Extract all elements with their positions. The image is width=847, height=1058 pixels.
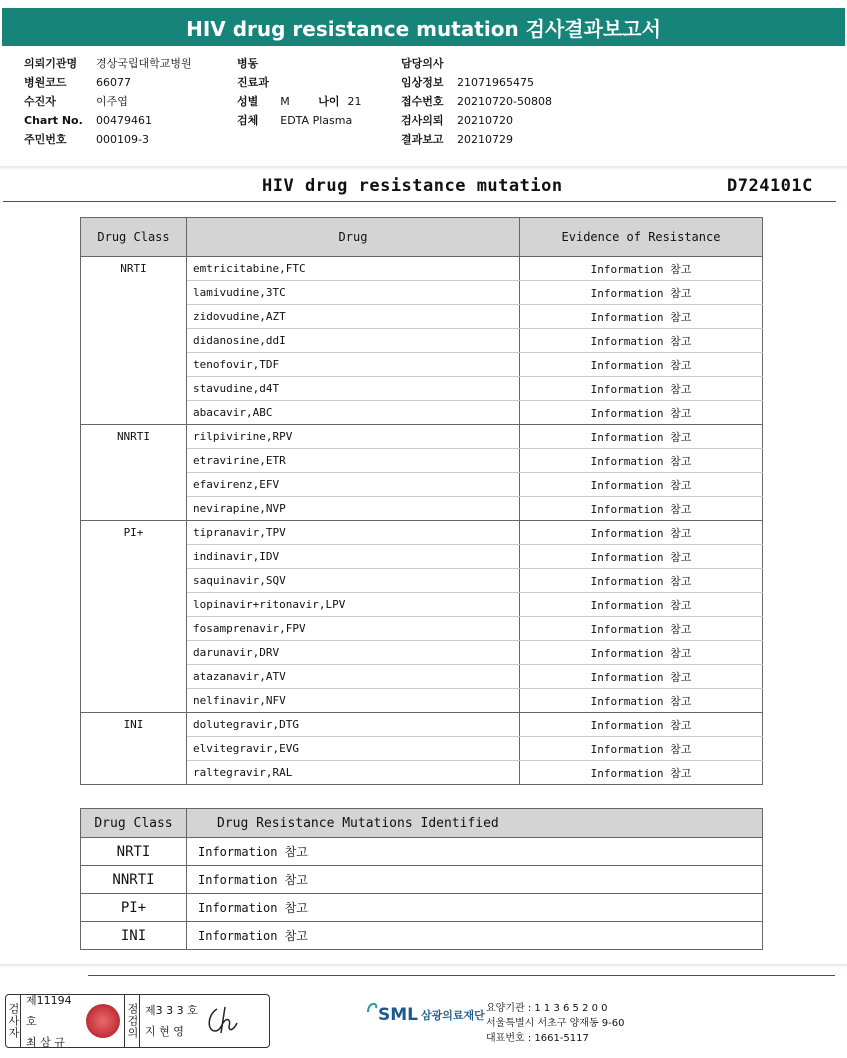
drug-cell: etravirine,ETR (187, 449, 520, 473)
drug-class-cell: NNRTI (81, 425, 187, 521)
evidence-cell: Information 참고 (520, 497, 763, 521)
col-header-drug-class-2: Drug Class (81, 809, 187, 838)
reviewer-signature-icon (203, 1001, 243, 1041)
col-header-mutations: Drug Resistance Mutations Identified (187, 809, 763, 838)
reviewer-label (124, 995, 140, 1047)
drug-resistance-table (80, 217, 763, 785)
patient-info-col3 (401, 54, 552, 149)
org-phone: 대표번호 : 1661-5117 (486, 1033, 589, 1044)
drug-cell: stavudine,d4T (187, 377, 520, 401)
tester-label (6, 995, 21, 1047)
section-title: HIV drug resistance mutation (262, 176, 563, 196)
evidence-cell: Information 참고 (520, 761, 763, 785)
evidence-cell: Information 참고 (520, 281, 763, 305)
info-value: 21071965475 (457, 76, 534, 89)
drug-cell: fosamprenavir,FPV (187, 617, 520, 641)
info-label: 검사의뢰 (401, 114, 444, 127)
drug-cell: atazanavir,ATV (187, 665, 520, 689)
reviewer-name: 지 현 영 (145, 1025, 184, 1038)
mutation-cell: Information 참고 (187, 922, 763, 950)
drug-cell: darunavir,DRV (187, 641, 520, 665)
mutation-cell: Information 참고 (187, 838, 763, 866)
table-row (81, 257, 763, 281)
info-label: 결과보고 (401, 133, 444, 146)
section-code: D724101C (727, 176, 813, 196)
evidence-cell: Information 참고 (520, 305, 763, 329)
evidence-cell: Information 참고 (520, 377, 763, 401)
tester-seal-icon (86, 1004, 120, 1038)
table-row (81, 713, 763, 737)
patient-info-col2 (237, 54, 362, 130)
info-value: 00479461 (96, 114, 152, 127)
col-header-drug: Drug (187, 218, 520, 257)
drug-class-cell: INI (81, 713, 187, 785)
report-title-banner (2, 8, 845, 46)
tester-name: 최 삼 규 (26, 1035, 65, 1049)
org-logo-block (366, 1000, 485, 1030)
evidence-cell: Information 참고 (520, 689, 763, 713)
org-info (486, 1001, 625, 1046)
evidence-cell: Information 참고 (520, 545, 763, 569)
signature-box (5, 994, 270, 1048)
drug-cell: efavirenz,EFV (187, 473, 520, 497)
info-row (24, 92, 192, 111)
drug-cell: elvitegravir,EVG (187, 737, 520, 761)
drug-cell: tipranavir,TPV (187, 521, 520, 545)
info-label: Chart No. (24, 114, 83, 127)
age-label: 나이 (318, 95, 340, 108)
drug-cell: emtricitabine,FTC (187, 257, 520, 281)
sex-label: 성별 (237, 95, 259, 108)
info-label: 주민번호 (24, 133, 67, 146)
info-row (24, 73, 192, 92)
specimen-label: 검체 (237, 114, 259, 127)
info-row (401, 73, 552, 92)
mutations-table (80, 808, 763, 950)
age-value: 21 (347, 95, 362, 108)
report-title: HIV drug resistance mutation 검사결과보고서 (186, 16, 661, 41)
patient-info-col1 (24, 54, 192, 149)
info-label: 병원코드 (24, 76, 67, 89)
drug-class-cell: NNRTI (81, 866, 187, 894)
sex-value: M (280, 95, 290, 108)
evidence-cell: Information 참고 (520, 473, 763, 497)
drug-class-cell: NRTI (81, 257, 187, 425)
table-row (81, 425, 763, 449)
drug-class-cell: NRTI (81, 838, 187, 866)
table-row (81, 922, 763, 950)
mutation-cell: Information 참고 (187, 894, 763, 922)
evidence-cell: Information 참고 (520, 737, 763, 761)
drug-cell: dolutegravir,DTG (187, 713, 520, 737)
table-row (81, 838, 763, 866)
info-value: 66077 (96, 76, 131, 89)
col-header-drug-class: Drug Class (81, 218, 187, 257)
drug-cell: raltegravir,RAL (187, 761, 520, 785)
drug-class-cell: INI (81, 922, 187, 950)
drug-cell: saquinavir,SQV (187, 569, 520, 593)
table-row (81, 521, 763, 545)
evidence-cell: Information 참고 (520, 665, 763, 689)
info-row (24, 130, 192, 149)
info-row (401, 92, 552, 111)
drug-cell: nevirapine,NVP (187, 497, 520, 521)
drug-cell: lamivudine,3TC (187, 281, 520, 305)
drug-cell: zidovudine,AZT (187, 305, 520, 329)
col-header-evidence: Evidence of Resistance (520, 218, 763, 257)
tester-label-text: 검사자 (7, 1003, 20, 1039)
org-logo: SML (378, 1005, 418, 1025)
evidence-cell: Information 참고 (520, 353, 763, 377)
info-row (401, 111, 552, 130)
table-row (81, 894, 763, 922)
evidence-cell: Information 참고 (520, 569, 763, 593)
evidence-cell: Information 참고 (520, 593, 763, 617)
info-value: 경상국립대학교병원 (96, 57, 192, 70)
info-value: 000109-3 (96, 133, 149, 146)
evidence-cell: Information 참고 (520, 329, 763, 353)
tester-license: 제11194호 (26, 993, 72, 1028)
org-name: 삼광의료재단 (421, 1009, 485, 1022)
drug-class-cell: PI+ (81, 521, 187, 713)
info-row (401, 54, 552, 73)
ward-label: 병동 (237, 57, 259, 70)
evidence-cell: Information 참고 (520, 641, 763, 665)
info-value: 20210720 (457, 114, 513, 127)
table-row (81, 866, 763, 894)
drug-cell: abacavir,ABC (187, 401, 520, 425)
org-address: 서울특별시 서초구 양재동 9-60 (486, 1018, 625, 1029)
drug-cell: rilpivirine,RPV (187, 425, 520, 449)
evidence-cell: Information 참고 (520, 449, 763, 473)
footer-divider (88, 975, 835, 976)
info-value: 이주엽 (96, 95, 128, 108)
evidence-cell: Information 참고 (520, 521, 763, 545)
evidence-cell: Information 참고 (520, 401, 763, 425)
org-swoosh-icon (366, 1000, 378, 1030)
drug-cell: tenofovir,TDF (187, 353, 520, 377)
info-label: 의뢰기관명 (24, 57, 78, 70)
info-label: 임상정보 (401, 76, 444, 89)
info-value: 20210720-50808 (457, 95, 552, 108)
dept-label: 진료과 (237, 76, 269, 89)
info-row (24, 111, 192, 130)
evidence-cell: Information 참고 (520, 713, 763, 737)
mutation-cell: Information 참고 (187, 866, 763, 894)
info-row (401, 130, 552, 149)
evidence-cell: Information 참고 (520, 617, 763, 641)
section-divider (3, 201, 836, 202)
divider-shadow (0, 166, 847, 170)
reviewer-license: 제3 3 3 호 (145, 1004, 198, 1017)
drug-cell: didanosine,ddI (187, 329, 520, 353)
evidence-cell: Information 참고 (520, 257, 763, 281)
footer-shadow (0, 964, 847, 968)
drug-cell: nelfinavir,NFV (187, 689, 520, 713)
reviewer-label-text: 점검의 (126, 1003, 139, 1039)
evidence-cell: Information 참고 (520, 425, 763, 449)
info-row (24, 54, 192, 73)
info-value: 20210729 (457, 133, 513, 146)
info-label: 담당의사 (401, 57, 444, 70)
drug-cell: lopinavir+ritonavir,LPV (187, 593, 520, 617)
org-code: 요양기관 : 1 1 3 6 5 2 0 0 (486, 1003, 608, 1014)
drug-cell: indinavir,IDV (187, 545, 520, 569)
info-label: 수진자 (24, 95, 56, 108)
info-label: 접수번호 (401, 95, 444, 108)
specimen-value: EDTA Plasma (280, 114, 353, 127)
drug-class-cell: PI+ (81, 894, 187, 922)
